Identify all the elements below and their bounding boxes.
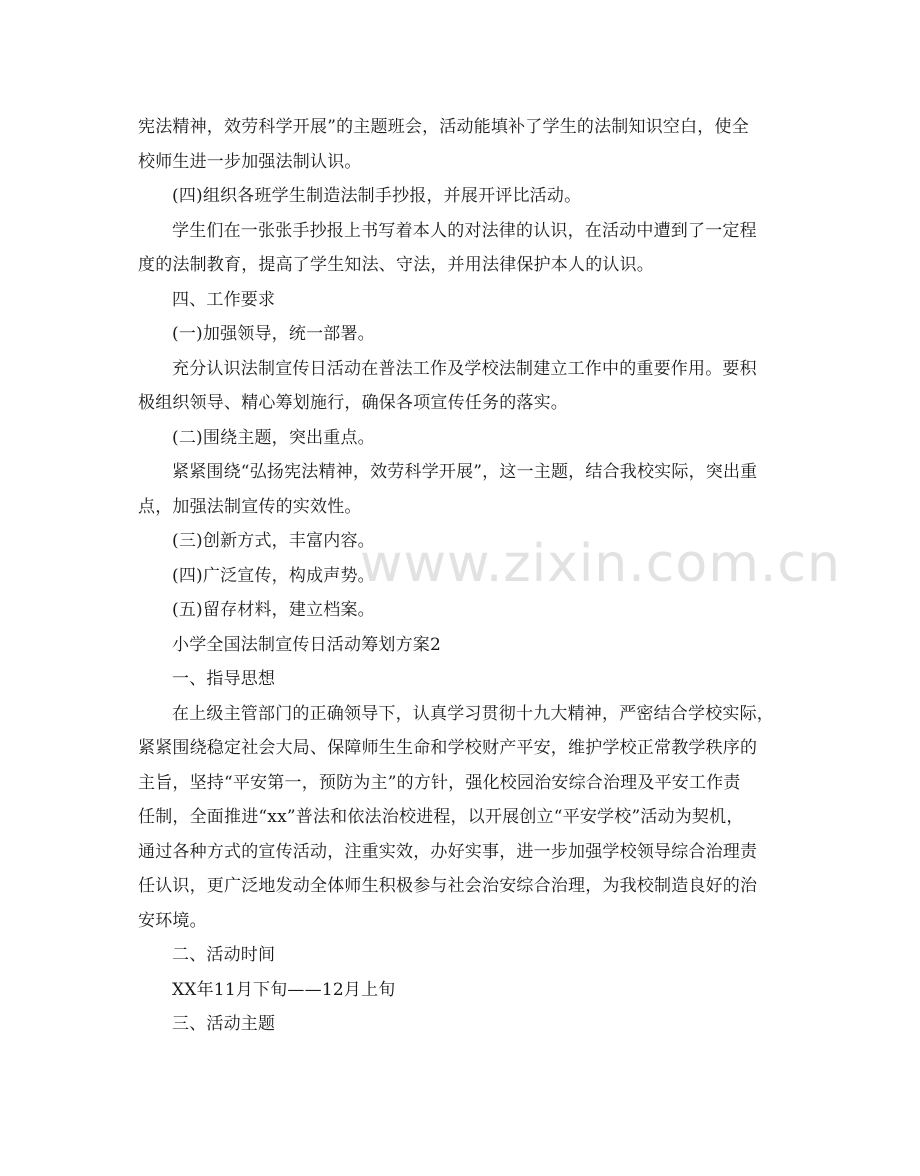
subheading: (四)广泛宣传，构成声势。	[172, 565, 375, 586]
section-heading: 三、活动主题	[172, 1014, 276, 1034]
paragraph-line: 度的法制教育，提高了学生知法、守法，并用法律保护本人的认识。	[138, 255, 654, 275]
paragraph-line: 任制，全面推进“xx”普法和依法治校进程，以开展创立“平安学校”活动为契机，	[138, 807, 744, 827]
section-heading: 二、活动时间	[172, 945, 276, 965]
watermark: www.zixin.com.cn	[360, 534, 841, 594]
subheading: (二)围绕主题，突出重点。	[172, 427, 375, 448]
paragraph-line: 点，加强法制宣传的实效性。	[138, 496, 362, 517]
subheading: (四)组织各班学生制造法制手抄报，并展开评比活动。	[172, 186, 582, 206]
paragraph-line: 学生们在一张张手抄报上书写着本人的对法律的认识，在活动中遭到了一定程	[172, 220, 757, 241]
paragraph-line: 任认识，更广泛地发动全体师生积极参与社会治安综合治理，为我校制造良好的治	[138, 876, 758, 896]
paragraph-line: 充分认识法制宣传日活动在普法工作及学校法制建立工作中的重要作用。要积	[172, 358, 757, 379]
paragraph-line: XX年11月下旬——12月上旬	[172, 979, 396, 1000]
subheading: (五)留存材料，建立档案。	[172, 600, 375, 620]
section-heading: 四、工作要求	[172, 289, 276, 310]
subheading: (一)加强领导，统一部署。	[172, 324, 375, 344]
document-title: 小学全国法制宣传日活动筹划方案2	[172, 634, 442, 655]
paragraph-line: 紧紧围绕稳定社会大局、保障师生生命和学校财产平安，维护学校正常教学秩序的	[138, 738, 758, 758]
paragraph-line: 安环境。	[138, 910, 207, 931]
paragraph-line: 主旨，坚持“平安第一，预防为主”的方针，强化校园治安综合治理及平安工作责	[138, 772, 741, 793]
subheading: (三)创新方式，丰富内容。	[172, 531, 375, 551]
paragraph-line: 紧紧围绕“弘扬宪法精神，效劳科学开展”，这一主题，结合我校实际，突出重	[172, 462, 758, 482]
paragraph-line: 极组织领导、精心筹划施行，确保各项宣传任务的落实。	[138, 393, 568, 413]
paragraph-line: 校师生进一步加强法制认识。	[138, 151, 362, 172]
paragraph-line: 宪法精神，效劳科学开展”的主题班会，活动能填补了学生的法制知识空白，使全	[138, 117, 749, 137]
document-body	[138, 110, 788, 1042]
paragraph-line: 通过各种方式的宣传活动，注重实效，办好实事，进一步加强学校领导综合治理责	[138, 841, 758, 862]
paragraph-line: 在上级主管部门的正确领导下，认真学习贯彻十九大精神，严密结合学校实际，	[172, 703, 774, 724]
section-heading: 一、指导思想	[172, 669, 276, 689]
